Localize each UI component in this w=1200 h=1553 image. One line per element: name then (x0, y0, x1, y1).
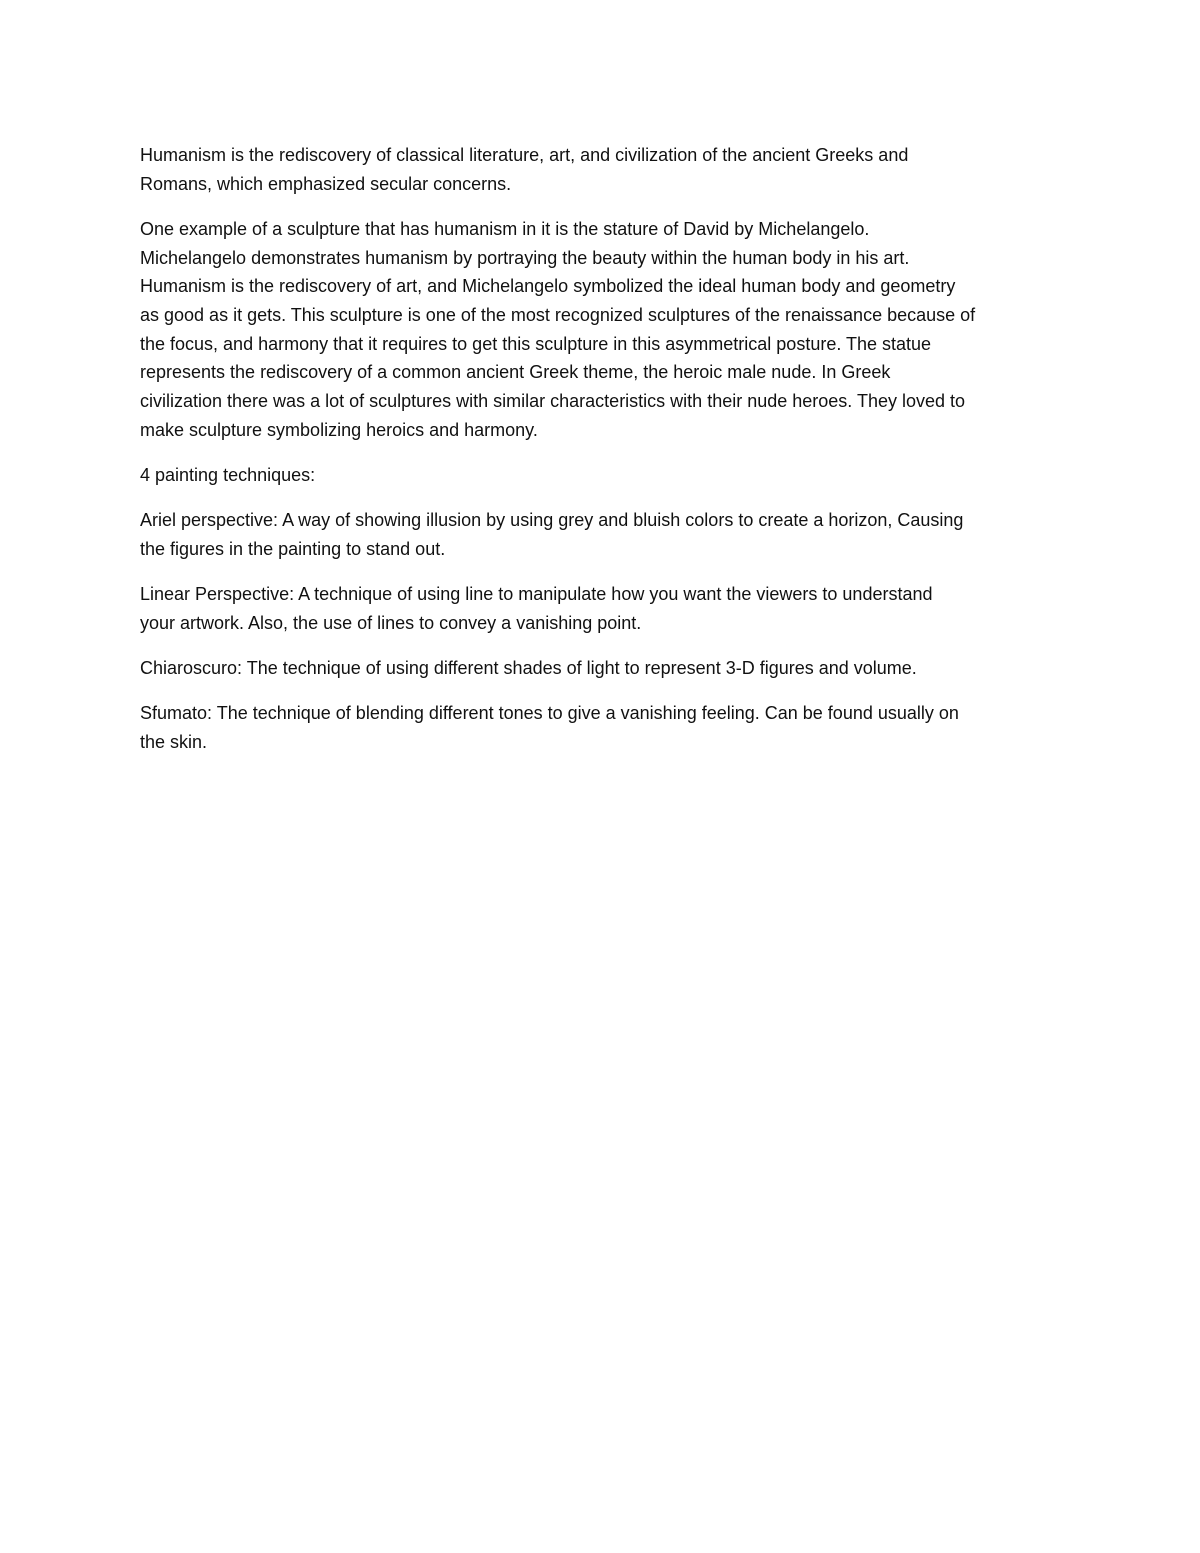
text-line: Romans, which emphasized secular concerns. (140, 173, 512, 194)
text-line: Linear Perspective: A technique of using line to manipulate how you want the viewers to understand (140, 584, 933, 605)
text-line: make sculpture symbolizing heroics and harmony. (140, 419, 538, 440)
text-line: civilization there was a lot of sculptures with similar characteristics with their nude heroes. They loved to (140, 391, 966, 412)
text-line: Ariel perspective: A way of showing illusion by using grey and bluish colors to create a horizon, Causing (140, 510, 964, 531)
text-line: the skin. (140, 731, 208, 752)
text-line: as good as it gets. This sculpture is one of the most recognized sculptures of the renaissance because of (140, 305, 976, 326)
paragraph-sfumato (140, 699, 1065, 756)
text-line: 4 painting techniques: (140, 465, 316, 486)
text-line: Humanism is the rediscovery of classical literature, art, and civilization of the ancient Greeks and (140, 145, 909, 165)
paragraph-ariel-perspective (140, 506, 1065, 563)
text-line: the focus, and harmony that it requires to get this sculpture in this asymmetrical posture. The statue (140, 333, 932, 354)
paragraph-chiaroscuro (140, 654, 1065, 683)
text-line: One example of a sculpture that has humanism in it is the stature of David by Michelangelo. (140, 218, 870, 239)
text-line: Sfumato: The technique of blending different tones to give a vanishing feeling. Can be found usually on (140, 703, 959, 724)
document-body (140, 141, 1065, 773)
text-line: Chiaroscuro: The technique of using different shades of light to represent 3-D figures and volume. (140, 658, 917, 679)
paragraph-techniques-heading (140, 461, 1065, 490)
text-line: the figures in the painting to stand out. (140, 538, 446, 559)
text-line: Humanism is the rediscovery of art, and Michelangelo symbolized the ideal human body and geometry (140, 276, 956, 297)
text-line: your artwork. Also, the use of lines to convey a vanishing point. (140, 612, 642, 633)
paragraph-humanism-definition (140, 141, 1065, 198)
paragraph-david-sculpture (140, 215, 1065, 445)
paragraph-linear-perspective (140, 580, 1065, 637)
text-line: Michelangelo demonstrates humanism by portraying the beauty within the human body in his art. (140, 247, 910, 268)
text-line: represents the rediscovery of a common ancient Greek theme, the heroic male nude. In Greek (140, 362, 891, 383)
